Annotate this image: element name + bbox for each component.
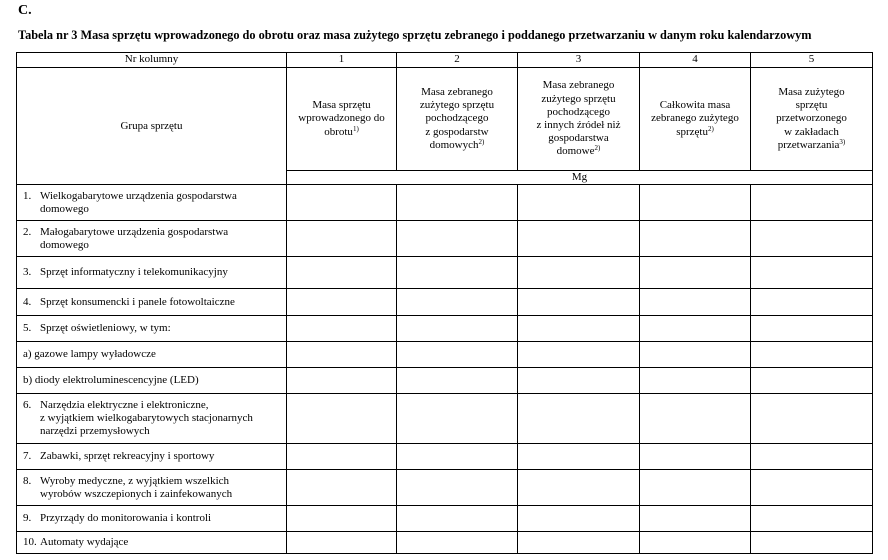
value-cell-col-2[interactable]: [397, 506, 518, 532]
row-label-line: Małogabarytowe urządzenia gospodarstwa: [40, 225, 229, 238]
value-cell-col-1[interactable]: [287, 444, 397, 470]
value-cell-col-3[interactable]: [518, 470, 640, 506]
table-row: [17, 394, 873, 444]
equipment-group-label: [17, 368, 287, 394]
value-cell-col-2[interactable]: [397, 444, 518, 470]
row-number: 10.: [23, 536, 37, 549]
value-cell-col-1[interactable]: [287, 316, 397, 342]
value-cell-col-5[interactable]: [751, 316, 873, 342]
footnote-marker: 2): [594, 144, 601, 153]
value-cell-col-5[interactable]: [751, 394, 873, 444]
column-header-5: [751, 68, 873, 171]
footnote-marker: 2): [478, 137, 485, 146]
value-cell-col-4[interactable]: [640, 470, 751, 506]
row-label-line: z wyjątkiem wielkogabarytowych stacjonarnych: [40, 412, 253, 425]
column-number-row: [17, 53, 873, 68]
row-label-line: Wielkogabarytowe urządzenia gospodarstwa: [40, 189, 237, 202]
column-header-4: [640, 68, 751, 171]
value-cell-col-3[interactable]: [518, 368, 640, 394]
column-header-2: [397, 68, 518, 171]
table-row: [17, 444, 873, 470]
footnote-marker: 1): [352, 124, 359, 133]
row-number: 6.: [23, 398, 32, 411]
equipment-group-label: [17, 506, 287, 532]
table-row: [17, 342, 873, 368]
column-number-4: 4: [640, 53, 751, 68]
row-label-line: domowego: [40, 238, 89, 251]
row-number: 1.: [23, 189, 32, 202]
value-cell-col-2[interactable]: [397, 470, 518, 506]
value-cell-col-1[interactable]: [287, 342, 397, 368]
value-cell-col-5[interactable]: [751, 470, 873, 506]
row-number: 4.: [23, 295, 32, 308]
value-cell-col-4[interactable]: [640, 316, 751, 342]
row-label-line: narzędzi przemysłowych: [40, 425, 150, 438]
value-cell-col-1[interactable]: [287, 185, 397, 221]
row-number: 3.: [23, 266, 32, 279]
row-label-line: wyrobów wszczepionych i zainfekowanych: [40, 487, 233, 500]
value-cell-col-1[interactable]: [287, 394, 397, 444]
value-cell-col-5[interactable]: [751, 257, 873, 289]
header-line: pochodzącego: [547, 105, 610, 118]
table-row: [17, 506, 873, 532]
header-line: w zakładach: [784, 125, 839, 138]
header-line: przetwarzania: [777, 138, 840, 151]
footnote-marker: 2): [707, 124, 714, 133]
value-cell-col-1[interactable]: [287, 470, 397, 506]
value-cell-col-1[interactable]: [287, 532, 397, 554]
header-line: gospodarstwa: [548, 132, 609, 145]
value-cell-col-3[interactable]: [518, 289, 640, 316]
equipment-group-label: [17, 470, 287, 506]
value-cell-col-2[interactable]: [397, 289, 518, 316]
table-row: [17, 221, 873, 257]
header-line: Masa sprzętu: [312, 99, 371, 112]
table-row: [17, 532, 873, 554]
equipment-group-label: [17, 444, 287, 470]
value-cell-col-5[interactable]: [751, 221, 873, 257]
equipment-group-label: [17, 221, 287, 257]
grupa-sprzetu-header: Grupa sprzętu: [17, 68, 287, 185]
value-cell-col-2[interactable]: [397, 342, 518, 368]
unit-label: Mg: [287, 171, 873, 185]
value-cell-col-4[interactable]: [640, 444, 751, 470]
table-row: [17, 289, 873, 316]
value-cell-col-4[interactable]: [640, 221, 751, 257]
header-line: Masa zebranego: [542, 79, 615, 92]
value-cell-col-4[interactable]: [640, 506, 751, 532]
value-cell-col-5[interactable]: [751, 342, 873, 368]
row-number: 8.: [23, 474, 32, 487]
table-row: [17, 316, 873, 342]
header-line: sprzętu: [676, 125, 708, 138]
row-label-line: Sprzęt konsumencki i panele fotowoltaiczne: [40, 295, 235, 308]
equipment-group-label: [17, 394, 287, 444]
equipment-group-label: [17, 185, 287, 221]
row-label-line: Wyroby medyczne, z wyjątkiem wszelkich: [40, 474, 230, 487]
value-cell-col-3[interactable]: [518, 316, 640, 342]
header-line: zużytego sprzętu: [541, 92, 616, 105]
header-line: domowych: [429, 138, 479, 151]
equipment-group-label: [17, 532, 287, 554]
row-label-line: domowego: [40, 202, 89, 215]
value-cell-col-5[interactable]: [751, 506, 873, 532]
table-title: Tabela nr 3 Masa sprzętu wprowadzonego do obrotu oraz masa zużytego sprzętu zebranego i poddanego przetwarzaniu w danym roku kalendarzowym: [18, 28, 812, 42]
header-line: zebranego zużytego: [651, 112, 739, 125]
row-label-line: Przyrządy do monitorowania i kontroli: [40, 512, 212, 525]
table-row: [17, 185, 873, 221]
header-row: [17, 68, 873, 171]
value-cell-col-2[interactable]: [397, 257, 518, 289]
header-line: zużytego sprzętu: [419, 99, 495, 112]
column-header-3: [518, 68, 640, 171]
value-cell-col-3[interactable]: [518, 506, 640, 532]
header-line: domowe: [556, 145, 595, 158]
value-cell-col-5[interactable]: [751, 368, 873, 394]
header-line: z innych źródeł niż: [536, 119, 621, 131]
table-row: [17, 368, 873, 394]
equipment-group-label: [17, 289, 287, 316]
row-label-line: Narzędzia elektryczne i elektroniczne,: [40, 398, 209, 411]
value-cell-col-1[interactable]: [287, 506, 397, 532]
header-line: przetworzonego: [776, 112, 847, 125]
column-number-5: 5: [751, 53, 873, 68]
value-cell-col-2[interactable]: [397, 221, 518, 257]
equipment-mass-table: [16, 52, 873, 554]
value-cell-col-3[interactable]: [518, 221, 640, 257]
header-line: Całkowita masa: [659, 99, 731, 112]
table-row: [17, 257, 873, 289]
header-line: z gospodarstw: [425, 125, 489, 138]
value-cell-col-1[interactable]: [287, 368, 397, 394]
value-cell-col-2[interactable]: [397, 394, 518, 444]
header-line: Masa zebranego: [421, 86, 493, 99]
row-number: 5.: [23, 322, 32, 335]
row-label-line: b) diody elektroluminescencyjne (LED): [23, 374, 199, 387]
value-cell-col-4[interactable]: [640, 532, 751, 554]
value-cell-col-4[interactable]: [640, 185, 751, 221]
value-cell-col-5[interactable]: [751, 532, 873, 554]
column-header-1: [287, 68, 397, 171]
value-cell-col-2[interactable]: [397, 185, 518, 221]
value-cell-col-3[interactable]: [518, 394, 640, 444]
value-cell-col-4[interactable]: [640, 257, 751, 289]
row-label-line: Sprzęt informatyczny i telekomunikacyjny: [40, 266, 228, 279]
equipment-group-label: [17, 257, 287, 289]
row-label-line: Automaty wydające: [40, 536, 129, 549]
header-line: obrotu: [324, 125, 353, 138]
equipment-group-label: [17, 316, 287, 342]
value-cell-col-3[interactable]: [518, 185, 640, 221]
row-number: 2.: [23, 225, 32, 238]
value-cell-col-3[interactable]: [518, 342, 640, 368]
column-number-2: 2: [397, 53, 518, 68]
row-label-line: a) gazowe lampy wyładowcze: [23, 348, 156, 361]
footnote-marker: 3): [839, 137, 846, 146]
value-cell-col-2[interactable]: [397, 316, 518, 342]
value-cell-col-1[interactable]: [287, 221, 397, 257]
value-cell-col-2[interactable]: [397, 368, 518, 394]
value-cell-col-4[interactable]: [640, 342, 751, 368]
header-line: pochodzącego: [425, 112, 489, 125]
section-letter: C.: [18, 3, 32, 18]
value-cell-col-3[interactable]: [518, 532, 640, 554]
nr-kolumny-label: Nr kolumny: [17, 53, 287, 68]
header-line: Masa zużytego: [778, 86, 845, 99]
value-cell-col-5[interactable]: [751, 185, 873, 221]
row-label-line: Zabawki, sprzęt rekreacyjny i sportowy: [40, 450, 215, 463]
value-cell-col-4[interactable]: [640, 368, 751, 394]
value-cell-col-5[interactable]: [751, 444, 873, 470]
table-row: [17, 470, 873, 506]
row-label-line: Sprzęt oświetleniowy, w tym:: [40, 322, 171, 335]
value-cell-col-3[interactable]: [518, 444, 640, 470]
header-line: sprzętu: [795, 99, 828, 112]
row-number: 7.: [23, 450, 32, 463]
value-cell-col-1[interactable]: [287, 257, 397, 289]
value-cell-col-4[interactable]: [640, 394, 751, 444]
column-number-1: 1: [287, 53, 397, 68]
column-number-3: 3: [518, 53, 640, 68]
row-number: 9.: [23, 512, 32, 525]
value-cell-col-1[interactable]: [287, 289, 397, 316]
value-cell-col-4[interactable]: [640, 289, 751, 316]
value-cell-col-2[interactable]: [397, 532, 518, 554]
value-cell-col-3[interactable]: [518, 257, 640, 289]
equipment-group-label: [17, 342, 287, 368]
value-cell-col-5[interactable]: [751, 289, 873, 316]
header-line: wprowadzonego do: [298, 112, 385, 125]
